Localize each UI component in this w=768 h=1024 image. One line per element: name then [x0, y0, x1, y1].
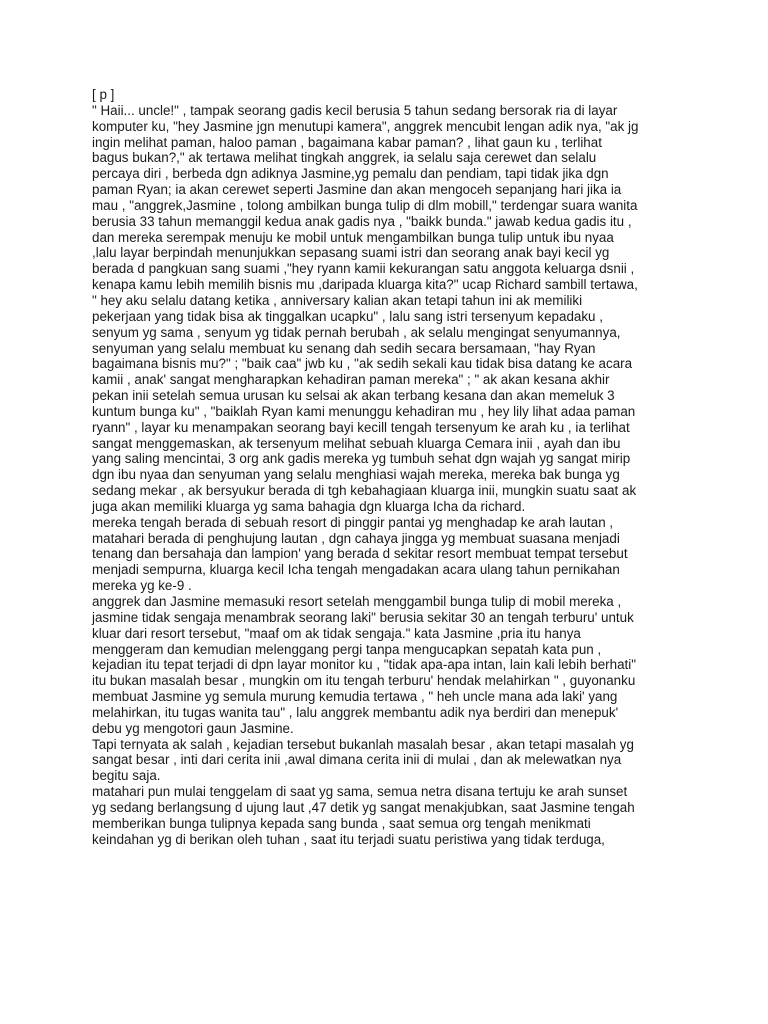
text-line: paman Ryan; ia akan cerewet seperti Jasmine dan akan mengoceh sepanjang hari jika ia [92, 182, 622, 198]
text-line: matahari berada di penghujung lautan , dgn cahaya jingga yg membuat suasana menjadi [92, 530, 620, 546]
text-line: " Haii... uncle!" , tampak seorang gadis kecil berusia 5 tahun sedang bersorak ria di layar [92, 102, 618, 118]
text-line: senyuman yang selalu membuat ku senang dah sedih secara bersamaan, "hay Ryan [92, 340, 596, 356]
text-line: debu yg mengotori gaun Jasmine. [92, 720, 294, 736]
text-line: menjadi sempurna, kluarga kecil Icha tengah mengadakan acara ulang tahun pernikahan [92, 562, 620, 578]
text-line: jasmine tidak sengaja menambrak seorang laki" berusia sekitar 30 an tengah terburu' untuk [92, 609, 634, 625]
text-line: anggrek dan Jasmine memasuki resort setelah menggambil bunga tulip di mobil mereka , [92, 594, 622, 609]
text-line: mereka tengah berada di sebuah resort di pinggir pantai yg menghadap ke arah lautan , [92, 514, 614, 530]
text-line: " hey aku selalu datang ketika , anniversary kalian akan tetapi tahun ini ak memiliki [92, 292, 583, 308]
text-line: yg sedang berlangsung d ujung laut ,47 detik yg sangat menakjubkan, saat Jasmine tengah [92, 799, 635, 815]
text-line: kejadian itu tepat terjadi di dpn layar monitor ku , "tidak apa-apa intan, lain kali lebih berhati" [92, 657, 636, 673]
text-line: keindahan yg di berikan oleh tuhan , saat itu terjadi suatu peristiwa yang tidak terduga, [92, 831, 605, 847]
text-line: menggeram dan kemudian melenggang pergi tanpa mengucapkan sepatah kata pun , [92, 641, 602, 657]
text-line: [ p ] [92, 87, 115, 102]
text-line: bagus bukan?," ak tertawa melihat tingkah anggrek, ia selalu saja cerewet dan selalu [92, 150, 597, 166]
text-line: juga akan memiliki kluarga yg sama bahagia dgn kluarga Icha da richard. [92, 498, 526, 514]
text-line: pekerjaan yang tidak bisa ak tinggalkan ucapku" , lalu sang istri tersenyum kepadaku , [92, 308, 603, 324]
text-line: dgn ibu nyaa dan senyuman yang selalu menghiasi wajah mereka, mereka bak bunga yg [92, 467, 620, 483]
text-line: sedang mekar , ak bersyukur berada di tgh kebahagiaan kluarga inii, mungkin suatu saat ak [92, 483, 637, 499]
text-line: yang saling mencintai, 3 org ank gadis mereka yg tumbuh sehat dgn wajah yg sangat mirip [92, 451, 631, 467]
text-line: bagaimana bisnis mu?" ; "baik caa" jwb ku , "ak sedih sekali kau tidak bisa datang ke acara [92, 356, 633, 372]
text-line: kenapa kamu lebih memilih bisnis mu ,daripada kluarga kita?" ucap Richard sambill tertawa, [92, 277, 638, 293]
text-line: senyum yg sama , senyum yg tidak pernah berubah , ak selalu mengingat senyumannya, [92, 324, 621, 340]
text-line: ingin melihat paman, haloo paman , bagaimana kabar paman? , lihat gaun ku , terlihat [92, 134, 602, 150]
text-line: kuntum bunga ku" , "baiklah Ryan kami menunggu kehadiran mu , hey lily lihat adaa paman [92, 403, 636, 419]
text-line: sangat besar , inti dari cerita inii ,awal dimana cerita inii di mulai , dan ak melewatkan nya [92, 752, 622, 768]
text-line: tenang dan bersahaja dan lampion' yang berada d sekitar resort membuat tempat tersebut [92, 546, 628, 562]
text-line: Tapi ternyata ak salah , kejadian tersebut bukanlah masalah besar , akan tetapi masalah yg [92, 736, 634, 752]
text-line: komputer ku, "hey Jasmine jgn menutupi kamera", anggrek mencubit lengan adik nya, "ak jg [92, 118, 639, 134]
text-line: dan mereka serempak menuju ke mobil untuk mengambilkan bunga tulip untuk ibu nyaa [92, 229, 614, 245]
text-line: berada d pangkuan sang suami ,"hey ryann kamii kekurangan satu anggota keluarga dsnii , [92, 261, 635, 277]
text-line: sangat menggemaskan, ak tersenyum melihat sebuah kluarga Cemara inii , ayah dan ibu [92, 435, 621, 451]
text-line: begitu saja. [92, 768, 161, 784]
text-line: melahirkan, itu tugas wanita tau" , lalu anggrek membantu adik nya berdiri dan menepuk' [92, 704, 619, 720]
text-line: pekan inii setelah semua urusan ku selsai ak akan terbang kesana dan akan memeluk 3 [92, 388, 615, 404]
text-line: memberikan bunga tulipnya kepada sang bunda , saat semua org tengah menikmati [92, 815, 591, 831]
text-line: ryann" , layar ku menampakan seorang bayi kecill tengah tersenyum ke arah ku , ia terlihat [92, 419, 630, 435]
text-line: membuat Jasmine yg semula murung kemudia tertawa , " heh uncle mana ada laki' yang [92, 689, 618, 705]
text-line: matahari pun mulai tenggelam di saat yg sama, semua netra disana tertuju ke arah sunset [92, 784, 628, 800]
text-line: berusia 33 tahun memanggil kedua anak gadis nya , "baikk bunda." jawab kedua gadis itu , [92, 213, 632, 229]
text-line: ,lalu layar berpindah menunjukkan sepasang suami istri dan seorang anak bayi kecil yg [92, 245, 610, 261]
text-line: kluar dari resort tersebut, "maaf om ak tidak sengaja." kata Jasmine ,pria itu hanya [92, 625, 581, 641]
text-line: mau , "anggrek,Jasmine , tolong ambilkan bunga tulip di dlm mobill," terdengar suara wanita [92, 197, 638, 213]
text-line: kamii , anak' sangat mengharapkan kehadiran paman mereka" ; " ak akan kesana akhir [92, 372, 610, 388]
text-line: mereka yg ke-9 . [92, 578, 192, 594]
text-line: itu bukan masalah besar , mungkin om itu tengah terburu' hendak melahirkan " , guyonanku [92, 673, 636, 689]
document-body [92, 87, 692, 848]
text-line: percaya diri , berbeda dgn adiknya Jasmine,yg pemalu dan pendiam, tapi tidak jika dgn [92, 166, 609, 182]
